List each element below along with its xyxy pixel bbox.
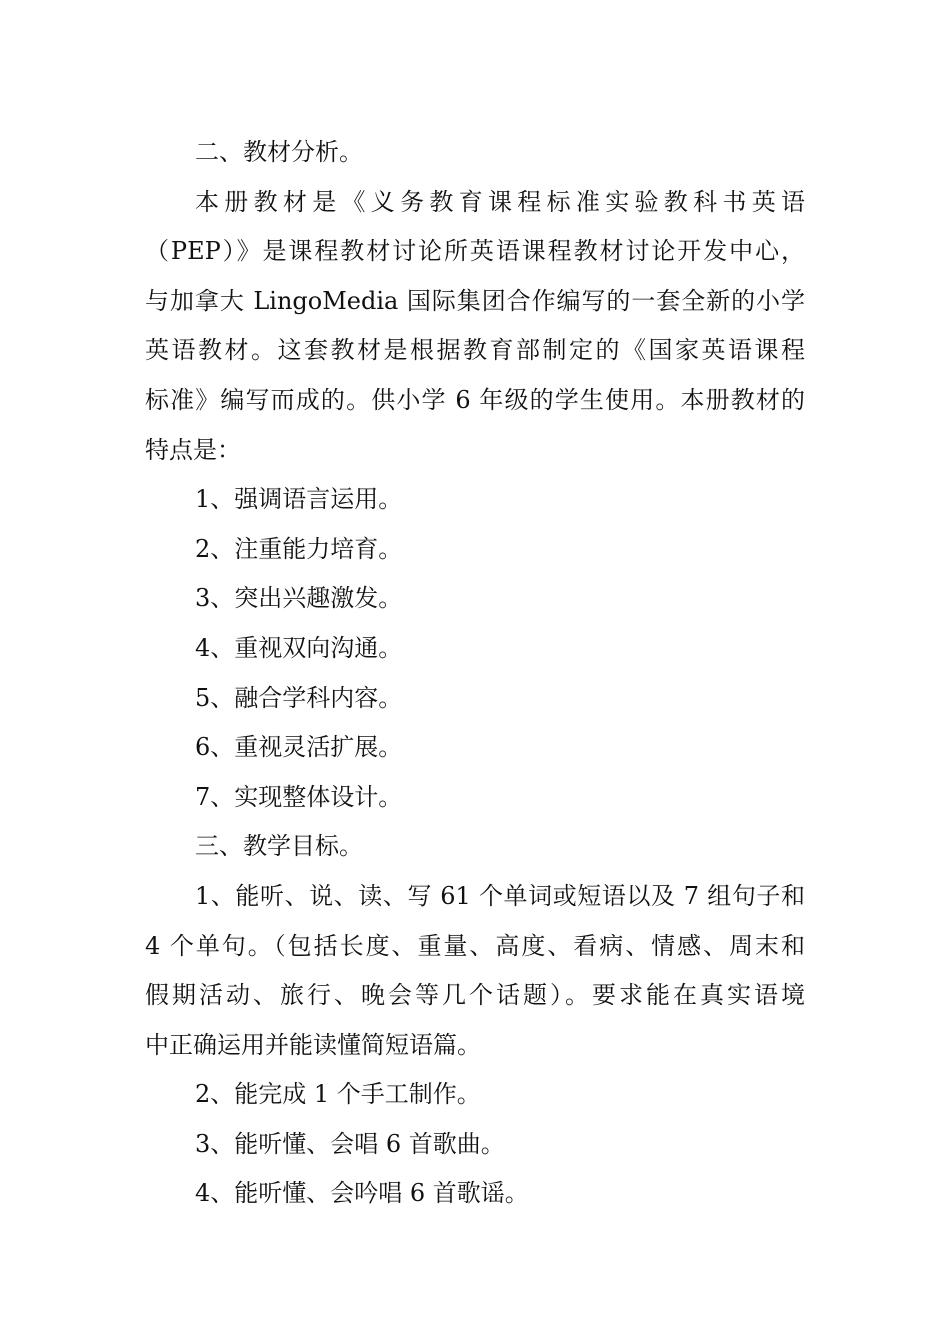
list-item: 3、能听懂、会唱 6 首歌曲。 xyxy=(195,1129,505,1158)
paragraph-line: 4 个单句。（包括长度、重量、高度、看病、情感、周末和 xyxy=(145,931,805,960)
paragraph-line: 本册教材是《义务教育课程标准实验教科书英语 xyxy=(195,187,805,216)
list-item: 5、融合学科内容。 xyxy=(195,683,403,712)
paragraph-line: 英语教材。这套教材是根据教育部制定的《国家英语课程 xyxy=(145,336,805,365)
section-heading: 二、教材分析。 xyxy=(195,138,363,166)
list-item: 2、能完成 1 个手工制作。 xyxy=(195,1080,481,1109)
list-item: 4、能听懂、会吟唱 6 首歌谣。 xyxy=(195,1179,529,1208)
paragraph-line: （PEP）》是课程教材讨论所英语课程教材讨论开发中心， xyxy=(145,237,805,266)
list-item: 1、强调语言运用。 xyxy=(195,485,403,514)
document-page xyxy=(145,128,805,1219)
list-item: 4、重视双向沟通。 xyxy=(195,633,403,662)
list-item: 3、突出兴趣激发。 xyxy=(195,584,403,613)
paragraph-line: 特点是： xyxy=(145,435,241,464)
list-item: 7、实现整体设计。 xyxy=(195,782,403,811)
list-item: 2、注重能力培育。 xyxy=(195,534,403,563)
paragraph-line: 假期活动、旅行、晚会等几个话题）。要求能在真实语境 xyxy=(145,981,805,1010)
paragraph-line: 中正确运用并能读懂简短语篇。 xyxy=(145,1030,481,1059)
section-heading: 三、教学目标。 xyxy=(195,832,363,861)
paragraph-line: 1、能听、说、读、写 61 个单词或短语以及 7 组句子和 xyxy=(195,881,805,910)
paragraph-line: 与加拿大 LingoMedia 国际集团合作编写的一套全新的小学 xyxy=(145,286,805,315)
list-item: 6、重视灵活扩展。 xyxy=(195,733,403,762)
paragraph-line: 标准》编写而成的。供小学 6 年级的学生使用。本册教材的 xyxy=(145,385,805,414)
